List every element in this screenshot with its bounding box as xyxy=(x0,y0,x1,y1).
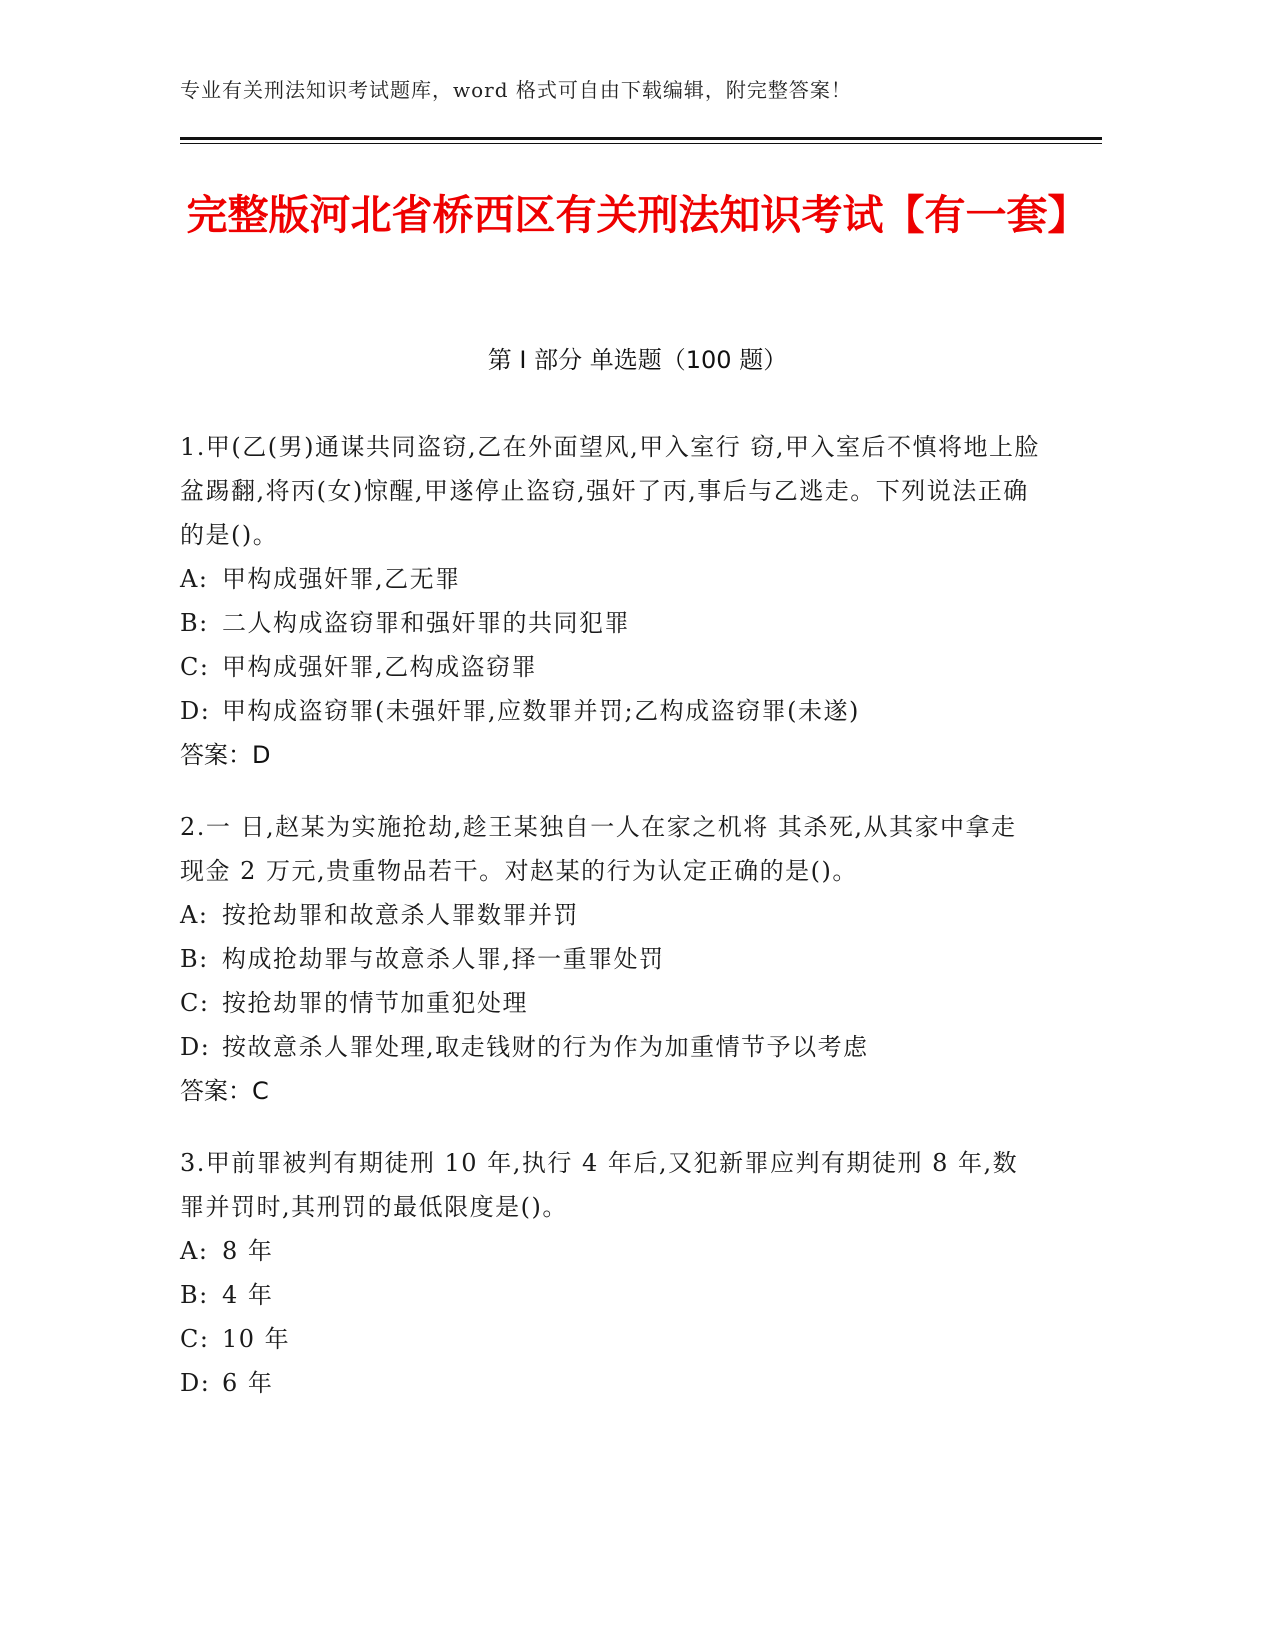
question-stem: 1.甲(乙(男)通谋共同盗窃,乙在外面望风,甲入室行 窃,甲入室后不慎将地上脸盆踢翻,将丙(女)惊醒,甲遂停止盗窃,强奸了丙,事后与乙逃走。下列说法正确的是()。 xyxy=(180,433,1041,549)
question-3 xyxy=(180,1141,1040,1405)
option-key: D: xyxy=(180,697,211,725)
question-1 xyxy=(180,425,1040,777)
option-text: 4 年 xyxy=(222,1281,274,1309)
option-key: A: xyxy=(180,565,209,593)
option-text: 按抢劫罪的情节加重犯处理 xyxy=(222,989,528,1017)
option-d xyxy=(180,1361,1040,1405)
option-key: C: xyxy=(180,1325,210,1353)
page-header: 专业有关刑法知识考试题库，word 格式可自由下载编辑，附完整答案！ xyxy=(180,78,852,102)
section-heading: 第 I 部分 单选题（100 题） xyxy=(487,346,788,374)
option-a xyxy=(180,557,1040,601)
option-text: 10 年 xyxy=(222,1325,291,1353)
option-c xyxy=(180,1317,1040,1361)
option-key: A: xyxy=(180,901,209,929)
option-text: 甲构成强奸罪,乙构成盗窃罪 xyxy=(222,653,538,681)
option-key: B: xyxy=(180,609,209,637)
question-list xyxy=(180,425,1040,1433)
option-d xyxy=(180,1025,1040,1069)
option-text: 甲构成强奸罪,乙无罪 xyxy=(222,565,461,593)
document-title: 完整版河北省桥西区有关刑法知识考试【有一套】 xyxy=(186,191,1089,239)
option-a xyxy=(180,893,1040,937)
header-rule-thick xyxy=(180,137,1102,140)
option-text: 按故意杀人罪处理,取走钱财的行为作为加重情节予以考虑 xyxy=(222,1033,869,1061)
header-rule-thin xyxy=(180,143,1102,144)
option-b xyxy=(180,937,1040,981)
option-key: B: xyxy=(180,1281,209,1309)
question-stem: 3.甲前罪被判有期徒刑 10 年,执行 4 年后,又犯新罪应判有期徒刑 8 年,数罪并罚时,其刑罚的最低限度是()。 xyxy=(180,1149,1019,1221)
option-key: C: xyxy=(180,653,210,681)
answer-line: 答案：D xyxy=(180,741,271,769)
option-text: 8 年 xyxy=(222,1237,274,1265)
option-key: A: xyxy=(180,1237,209,1265)
question-2 xyxy=(180,805,1040,1113)
question-stem: 2.一 日,赵某为实施抢劫,趁王某独自一人在家之机将 其杀死,从其家中拿走现金 2 万元,贵重物品若干。对赵某的行为认定正确的是()。 xyxy=(180,813,1017,885)
option-key: C: xyxy=(180,989,210,1017)
option-key: D: xyxy=(180,1033,211,1061)
option-text: 6 年 xyxy=(222,1369,274,1397)
option-a xyxy=(180,1229,1040,1273)
option-text: 甲构成盗窃罪(未强奸罪,应数罪并罚;乙构成盗窃罪(未遂) xyxy=(222,697,860,725)
answer-line: 答案：C xyxy=(180,1077,269,1105)
option-d xyxy=(180,689,1040,733)
option-key: B: xyxy=(180,945,209,973)
option-c xyxy=(180,645,1040,689)
option-text: 二人构成盗窃罪和强奸罪的共同犯罪 xyxy=(222,609,630,637)
option-c xyxy=(180,981,1040,1025)
option-b xyxy=(180,601,1040,645)
option-key: D: xyxy=(180,1369,211,1397)
option-text: 构成抢劫罪与故意杀人罪,择一重罪处罚 xyxy=(222,945,665,973)
option-b xyxy=(180,1273,1040,1317)
option-text: 按抢劫罪和故意杀人罪数罪并罚 xyxy=(222,901,579,929)
